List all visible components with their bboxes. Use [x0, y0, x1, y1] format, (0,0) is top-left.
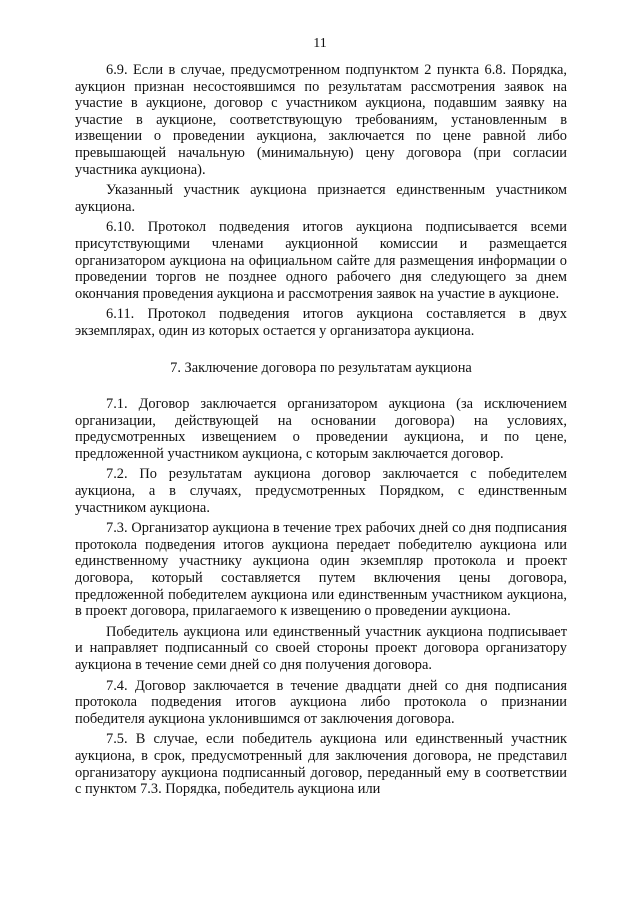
- paragraph-6-10: 6.10. Протокол подведения итогов аукциона подписывается всеми присутствующими членами аукционной комиссии и размещается организатором аукциона на официальном сайте для размещения информации о проведении торгов не позднее одного рабочего дня следующего за днем окончания проведения аукциона и рассмотрения заявок на участие в аукционе.: [75, 219, 567, 302]
- paragraph-6-9: 6.9. Если в случае, предусмотренном подпунктом 2 пункта 6.8. Порядка, аукцион признан несостоявшимся по результатам рассмотрения заявок на участие в аукционе, договор с участником аукциона, подавшим заявку на участие в аукционе, соответствующую требованиям, установленным в извещении о проведении аукциона, заключается по цене равной либо превышающей начальную (минимальную) цену договора (при согласии участника аукциона).: [75, 62, 567, 178]
- page-number: 11: [313, 36, 327, 51]
- section-heading: 7. Заключение договора по результатам аукциона: [170, 359, 472, 376]
- paragraph-7-4: 7.4. Договор заключается в течение двадцати дней со дня подписания протокола подведения итогов аукциона либо протокола о признании победителя аукциона уклонившимся от заключения договора.: [75, 677, 567, 727]
- paragraph-sole-participant: Указанный участник аукциона признается единственным участником аукциона.: [75, 182, 567, 215]
- document-body: [75, 62, 567, 802]
- paragraph-7-5: 7.5. В случае, если победитель аукциона или единственный участник аукциона, в срок, предусмотренный для заключения договора, не представил организатору аукциона подписанный договор, переданный ему в соответствии с пунктом 7.3. Порядка, победитель аукциона или: [75, 731, 567, 798]
- paragraph-7-3: 7.3. Организатор аукциона в течение трех рабочих дней со дня подписания протокола подведения итогов аукциона передает победителю аукциона или единственному участнику аукциона один экземпляр протокола и проект договора, который составляется путем включения цены договора, предложенной победителем аукциона или единственным участником аукциона, в проект договора, прилагаемого к извещению о проведении аукциона.: [75, 520, 567, 620]
- paragraph-6-11: 6.11. Протокол подведения итогов аукциона составляется в двух экземплярах, один из которых остается у организатора аукциона.: [75, 306, 567, 339]
- paragraph-7-2: 7.2. По результатам аукциона договор заключается с победителем аукциона, а в случаях, предусмотренных Порядком, с единственным участником аукциона.: [75, 466, 567, 516]
- paragraph-7-1: 7.1. Договор заключается организатором аукциона (за исключением организации, действующей на основании договора) на условиях, предусмотренных извещением о проведении аукциона, и по цене, предложенной участником аукциона, с которым заключается договор.: [75, 396, 567, 462]
- paragraph-winner-signs: Победитель аукциона или единственный участник аукциона подписывает и направляет подписанный со своей стороны проект договора организатору аукциона в течение семи дней со дня получения договора.: [75, 623, 567, 673]
